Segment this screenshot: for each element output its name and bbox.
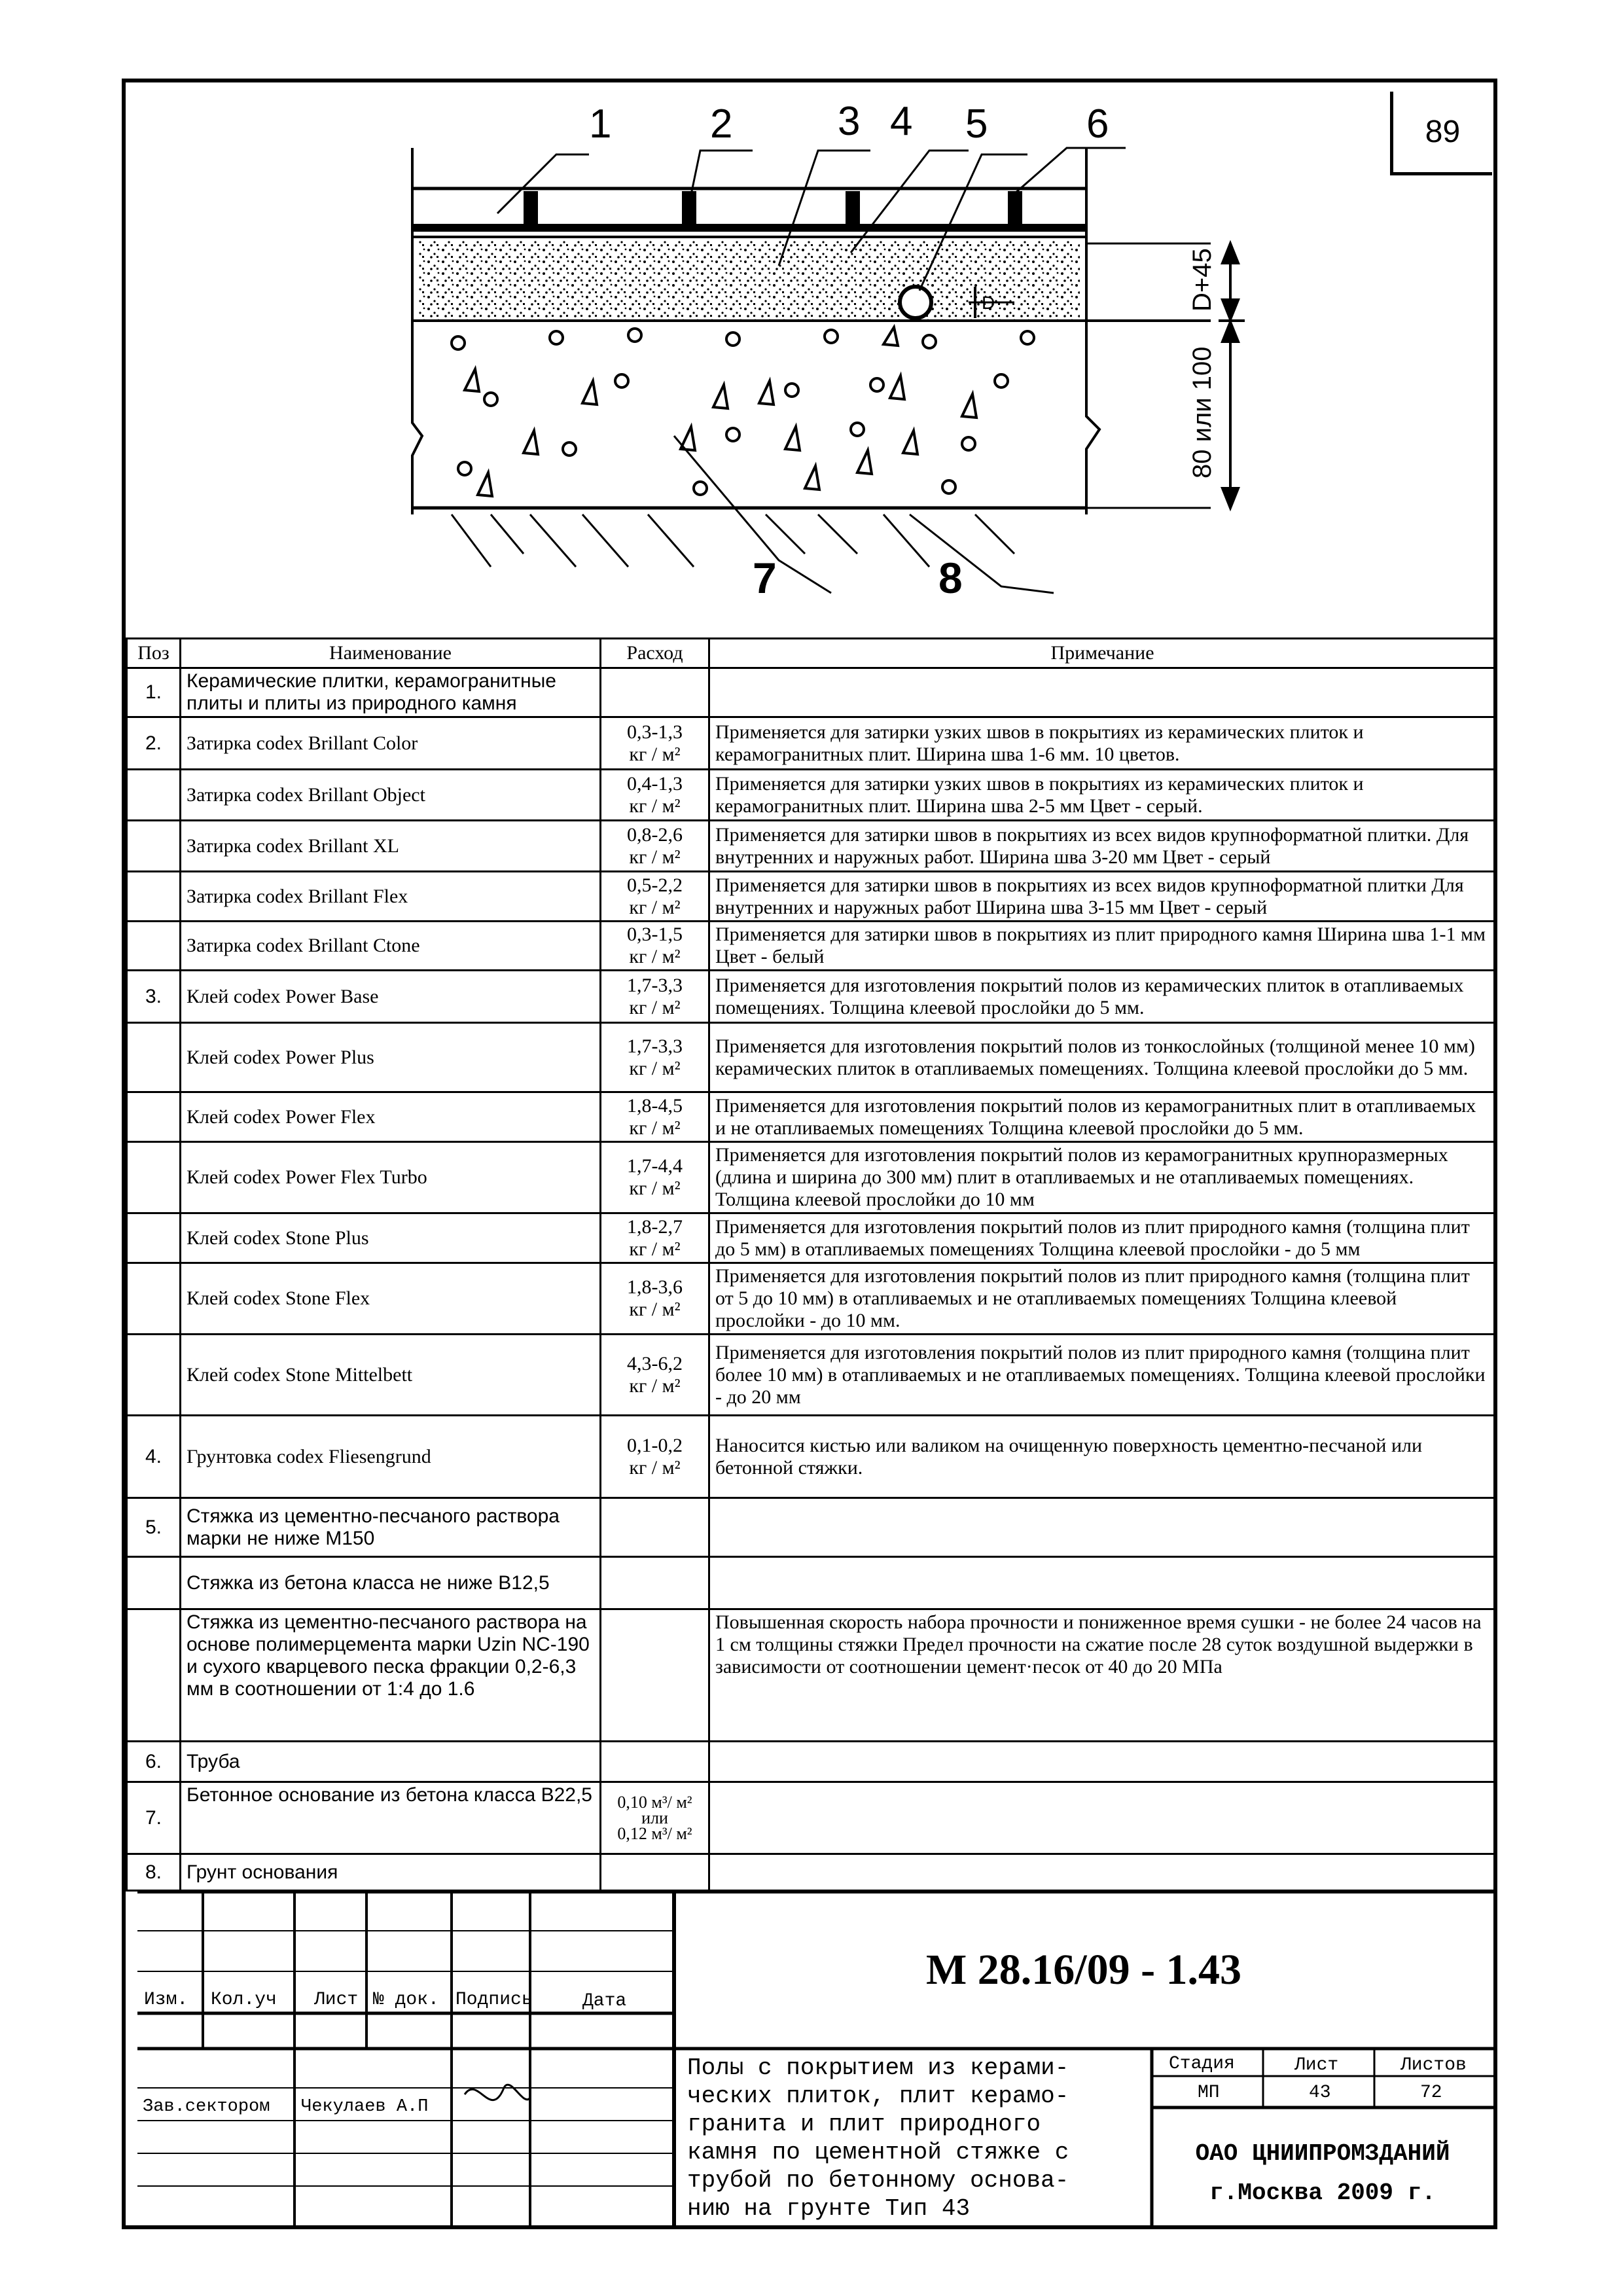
- organization: ОАО ЦНИИПРОМЗДАНИЙ: [1195, 2140, 1450, 2167]
- header-note: Примечание: [709, 639, 1496, 668]
- person-name: Чекулаев А.П: [301, 2097, 429, 2117]
- pipe-dim-label: D: [982, 293, 995, 313]
- role-label: Зав.сектором: [143, 2097, 270, 2117]
- callout-6: 6: [1086, 101, 1109, 147]
- callout-7: 7: [753, 554, 777, 602]
- table-row: Клей codex Power Flex 1,8-4,5 кг / м² Применяется для изготовления покрытий полов из керамогранитных плит в отапливаемых и не отапливаемых помещениях Толщина клеевой прослойки до 5 мм.: [127, 1092, 1496, 1142]
- stage-value: МП: [1198, 2083, 1220, 2103]
- col-sign: Подпись: [455, 1990, 533, 2010]
- sheets-label: Листов: [1400, 2055, 1467, 2075]
- col-doc: № док.: [373, 1990, 439, 2010]
- col-date: Дата: [582, 1991, 627, 2011]
- sheets-value: 72: [1420, 2083, 1442, 2103]
- col-qty: Кол.уч: [211, 1990, 277, 2010]
- col-change: Изм.: [144, 1990, 188, 2010]
- page-number: 89: [1390, 92, 1492, 175]
- callout-5: 5: [965, 101, 988, 147]
- title-block: [137, 1892, 1493, 2225]
- callout-2: 2: [710, 101, 733, 147]
- table-row: 5. Стяжка из цементно-песчаного раствора марки не ниже М150: [127, 1498, 1496, 1557]
- table-row: Клей codex Power Flex Turbo 1,7-4,4 кг / м² Применяется для изготовления покрытий полов из керамогранитных крупноразмерных (длина и ширина до 300 мм) плит в отапливаемых и не отапливаемых помещениях. Толщина клеевой прослойки до 10 мм: [127, 1142, 1496, 1213]
- table-row: 2. Затирка codex Brillant Color 0,3-1,3 кг / м² Применяется для затирки узких швов в покрытиях из керамических плиток и керамогранитных плит. Ширина шва 1-6 мм. 10 цветов.: [127, 717, 1496, 770]
- table-row: Затирка codex Brillant XL 0,8-2,6 кг / м² Применяется для затирки швов в покрытиях из всех видов крупноформатной плитки. Для внутренних и наружных работ. Ширина шва 3-20 мм Цвет - серый: [127, 821, 1496, 872]
- table-row: 6. Труба: [127, 1742, 1496, 1782]
- signature: [465, 2085, 530, 2100]
- header-name: Наименование: [181, 639, 601, 668]
- table-row: 8. Грунт основания: [127, 1854, 1496, 1891]
- table-row: Затирка codex Brillant Ctone 0,3-1,5 кг / м² Применяется для затирки швов в покрытиях из плит природного камня Ширина шва 1-1 мм Цвет - белый: [127, 922, 1496, 971]
- specification-table: [126, 637, 1497, 1892]
- table-row: Клей codex Stone Flex 1,8-3,6 кг / м² Применяется для изготовления покрытий полов из плит природного камня (толщина плит от 5 до 10 мм) в отапливаемых и не отапливаемых помещениях Толщина клеевой прослойки - до 10 мм.: [127, 1263, 1496, 1335]
- table-row: Затирка codex Brillant Object 0,4-1,3 кг / м² Применяется для затирки узких швов в покрытиях из керамических плиток и керамогранитных плит. Ширина шва 2-5 мм Цвет - серый.: [127, 770, 1496, 821]
- table-row: Стяжка из цементно-песчаного раствора на основе полимерцемента марки Uzin NC-190 и сухого кварцевого песка фракции 0,2-6,3 мм в соотношении от 1:4 до 1.6 Повышенная скорость набора прочности и пониженное время сушки - не более 24 часов на 1 см толщины стяжки Предел прочности на сжатие после 28 суток воздушной выдержки в зависимости от соотношении цемент·песок от 40 до 20 МПа: [127, 1609, 1496, 1742]
- callout-1: 1: [589, 101, 612, 147]
- callout-8: 8: [938, 554, 963, 602]
- table-row: 3. Клей codex Power Base 1,7-3,3 кг / м² Применяется для изготовления покрытий полов из керамических плиток в отапливаемых помещениях. Толщина клеевой прослойки до 5 мм.: [127, 971, 1496, 1023]
- city-year: г.Москва 2009 г.: [1209, 2179, 1436, 2206]
- table-row: Клей codex Power Plus 1,7-3,3 кг / м² Применяется для изготовления покрытий полов из тонкослойных (толщиной менее 10 мм) керамических плиток в отапливаемых помещениях. Толщина клеевой прослойки до 5 мм.: [127, 1023, 1496, 1092]
- table-row: 7. Бетонное основание из бетона класса В22,5 0,10 м³/ м² или 0,12 м³/ м²: [127, 1782, 1496, 1854]
- callout-4: 4: [890, 99, 913, 144]
- header-pos: Поз: [127, 639, 181, 668]
- table-row: Затирка codex Brillant Flex 0,5-2,2 кг / м² Применяется для затирки швов в покрытиях из всех видов крупноформатной плитки Для внутренних и наружных работ Ширина шва 3-15 мм Цвет - серый: [127, 872, 1496, 922]
- table-row: Клей codex Stone Mittelbett 4,3-6,2 кг / м² Применяется для изготовления покрытий полов из плит природного камня (толщина плит более 10 мм) в отапливаемых и не отапливаемых помещениях. Толщина клеевой прослойки - до 20 мм: [127, 1335, 1496, 1416]
- document-code: М 28.16/09 - 1.43: [925, 1946, 1242, 1994]
- sheet-label: Лист: [1294, 2055, 1339, 2075]
- document-title: Полы с покрытием из керами- ческих плиток, плит керамо- гранита и плит природного камня по цементной стяжке с трубой по бетонному основа- нию на грунте Тип 43: [687, 2054, 1069, 2222]
- dim-base: 80 или 100: [1188, 346, 1217, 478]
- dim-screed: D+45: [1188, 248, 1217, 312]
- table-row: 4. Грунтовка codex Fliesengrund 0,1-0,2 кг / м² Наносится кистью или валиком на очищенную поверхность цементно-песчаной или бетонной стяжки.: [127, 1416, 1496, 1498]
- table-header-row: [127, 639, 1496, 668]
- sheet-value: 43: [1309, 2083, 1331, 2103]
- callout-3: 3: [838, 99, 861, 144]
- header-rate: Расход: [601, 639, 709, 668]
- stage-label: Стадия: [1169, 2054, 1235, 2074]
- floor-section-drawing: [124, 82, 1499, 636]
- col-sheet: Лист: [314, 1990, 359, 2010]
- table-row: 1. Керамические плитки, керамогранитные плиты и плиты из природного камня: [127, 668, 1496, 717]
- table-row: Клей codex Stone Plus 1,8-2,7 кг / м² Применяется для изготовления покрытий полов из плит природного камня (толщина плит до 5 мм) в отапливаемых помещениях Толщина клеевой прослойки - до 5 мм: [127, 1213, 1496, 1263]
- table-row: Стяжка из бетона класса не ниже В12,5: [127, 1557, 1496, 1609]
